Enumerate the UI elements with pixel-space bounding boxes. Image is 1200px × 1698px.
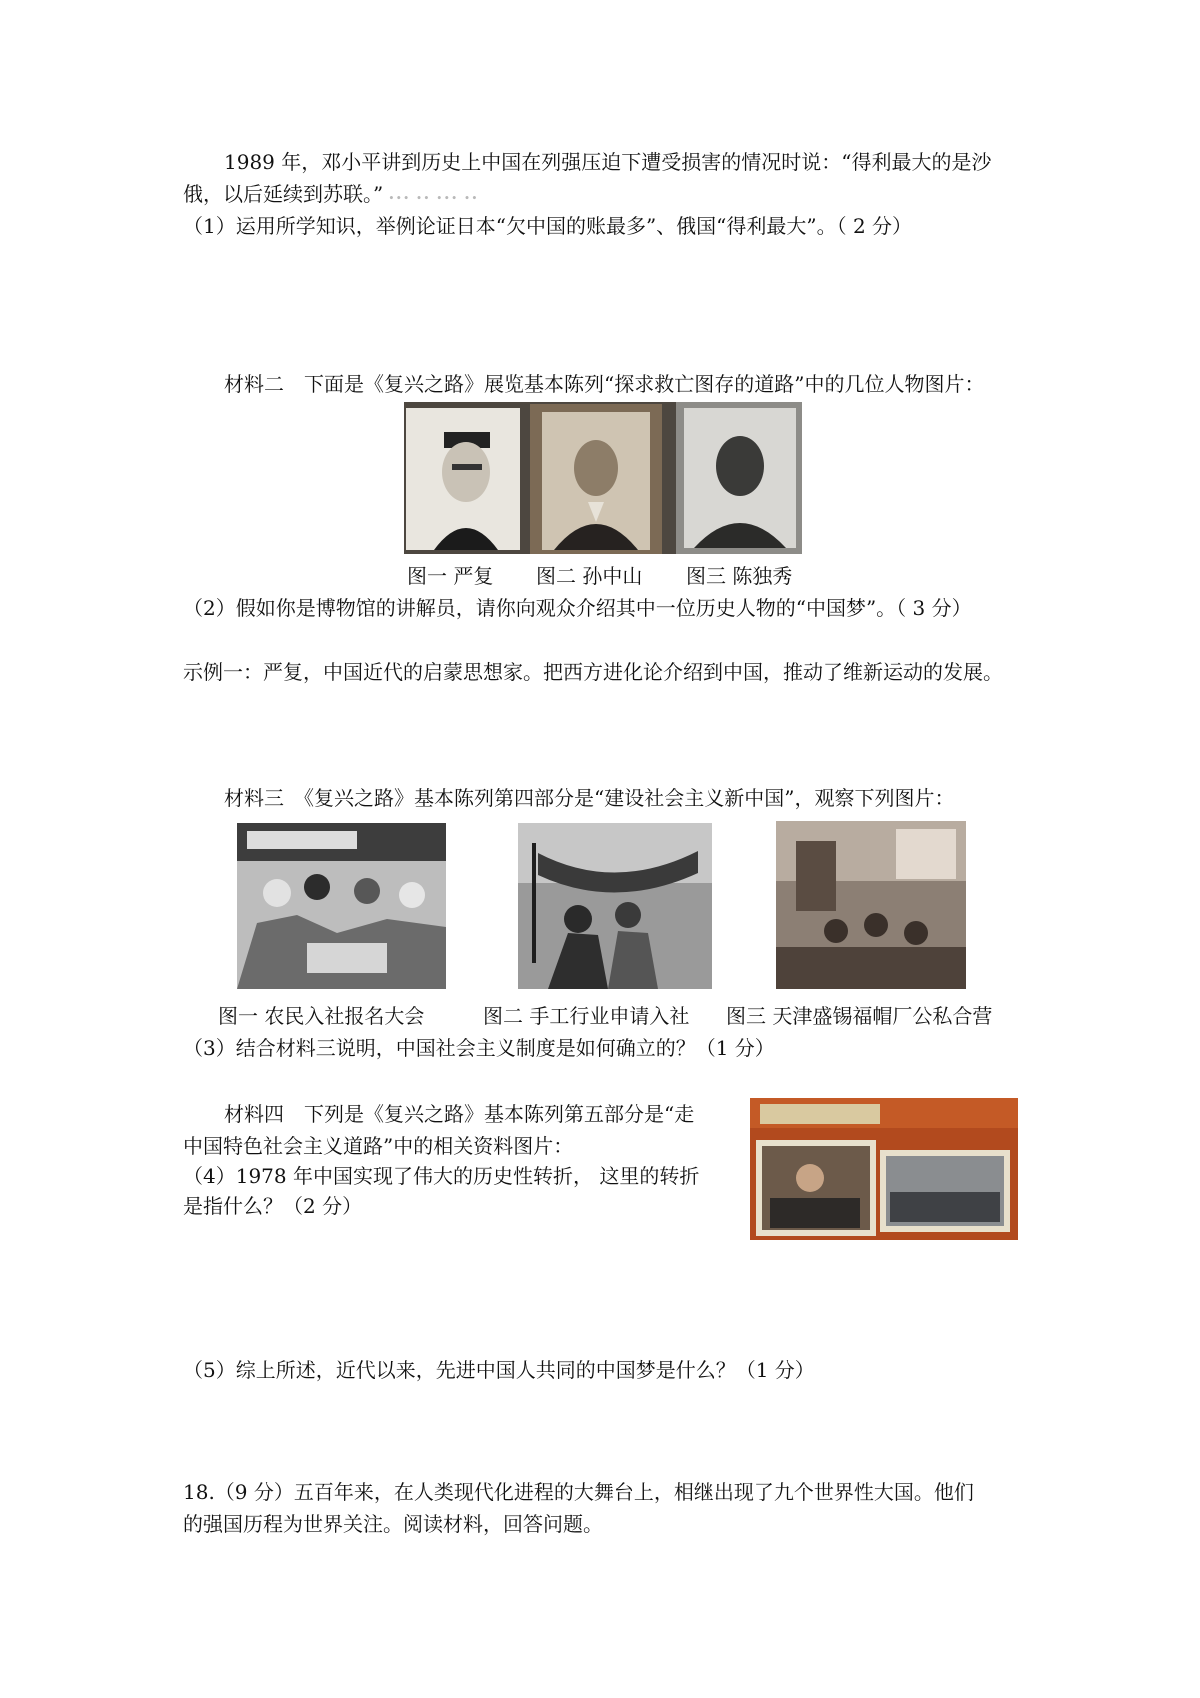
material-2-text: 材料二 下面是《复兴之路》展览基本陈列“探求救亡图存的道路”中的几位人物图片： — [224, 372, 985, 396]
question-18-line-2: 的强国历程为世界关注。阅读材料，回答问题。 — [183, 1512, 603, 1536]
intro-line-1: 1989 年，邓小平讲到历史上中国在列强压迫下遭受损害的情况时说：“得利最大的是沙 — [224, 150, 992, 174]
material-4-line-1: 材料四 下列是《复兴之路》基本陈列第五部分是“走 — [224, 1102, 695, 1126]
material-2-portraits-photo — [404, 402, 802, 554]
question-5: （5）综上所述，近代以来，先进中国人共同的中国梦是什么？（1 分） — [183, 1358, 815, 1382]
farmers-join-cooperative-photo — [237, 823, 446, 989]
question-4-line-2: 是指什么？（2 分） — [183, 1194, 363, 1218]
material-2-caption-2: 图二 孙中山 — [536, 564, 643, 588]
farmers-photo-illustration — [237, 823, 446, 989]
intro-line-2 — [183, 180, 479, 212]
historic-turning-point-exhibit-photo — [750, 1098, 1018, 1240]
question-2: （2）假如你是博物馆的讲解员，请你向观众介绍其中一位历史人物的“中国梦”。（ 3 分） — [183, 596, 972, 620]
material-2-caption-3: 图三 陈独秀 — [686, 564, 793, 588]
portraits-illustration — [404, 402, 802, 554]
intro-line-2-text: 俄，以后延续到苏联。” — [183, 182, 384, 206]
material-3-caption-3: 图三 天津盛锡福帽厂公私合营 — [726, 1004, 993, 1028]
hat-factory-photo-illustration — [776, 821, 966, 989]
question-4-line-1: （4）1978 年中国实现了伟大的历史性转折， 这里的转折 — [183, 1164, 700, 1188]
faint-watermark-mark: ∙∙∙ ∙∙ ∙∙∙ ∙∙ — [383, 191, 480, 204]
material-4-line-2: 中国特色社会主义道路”中的相关资料图片： — [183, 1134, 574, 1158]
question-18-line-1: 18.（9 分）五百年来，在人类现代化进程的大舞台上，相继出现了九个世界性大国。他们 — [183, 1480, 974, 1504]
tianjin-hat-factory-photo — [776, 821, 966, 989]
material-2-caption-1: 图一 严复 — [407, 564, 494, 588]
example-answer: 示例一：严复，中国近代的启蒙思想家。把西方进化论介绍到中国，推动了维新运动的发展。 — [183, 660, 1003, 684]
question-1: （1）运用所学知识，举例论证日本“欠中国的账最多”、俄国“得利最大”。（ 2 分） — [183, 214, 913, 238]
exhibit-photo-illustration — [750, 1098, 1018, 1240]
material-3-caption-1: 图一 农民入社报名大会 — [218, 1004, 425, 1028]
handicraft-photo-illustration — [518, 823, 712, 989]
question-3: （3）结合材料三说明，中国社会主义制度是如何确立的？（1 分） — [183, 1036, 775, 1060]
handicraft-application-photo — [518, 823, 712, 989]
material-3-caption-2: 图二 手工行业申请入社 — [483, 1004, 690, 1028]
material-3-text: 材料三 《复兴之路》基本陈列第四部分是“建设社会主义新中国”，观察下列图片： — [224, 786, 955, 810]
